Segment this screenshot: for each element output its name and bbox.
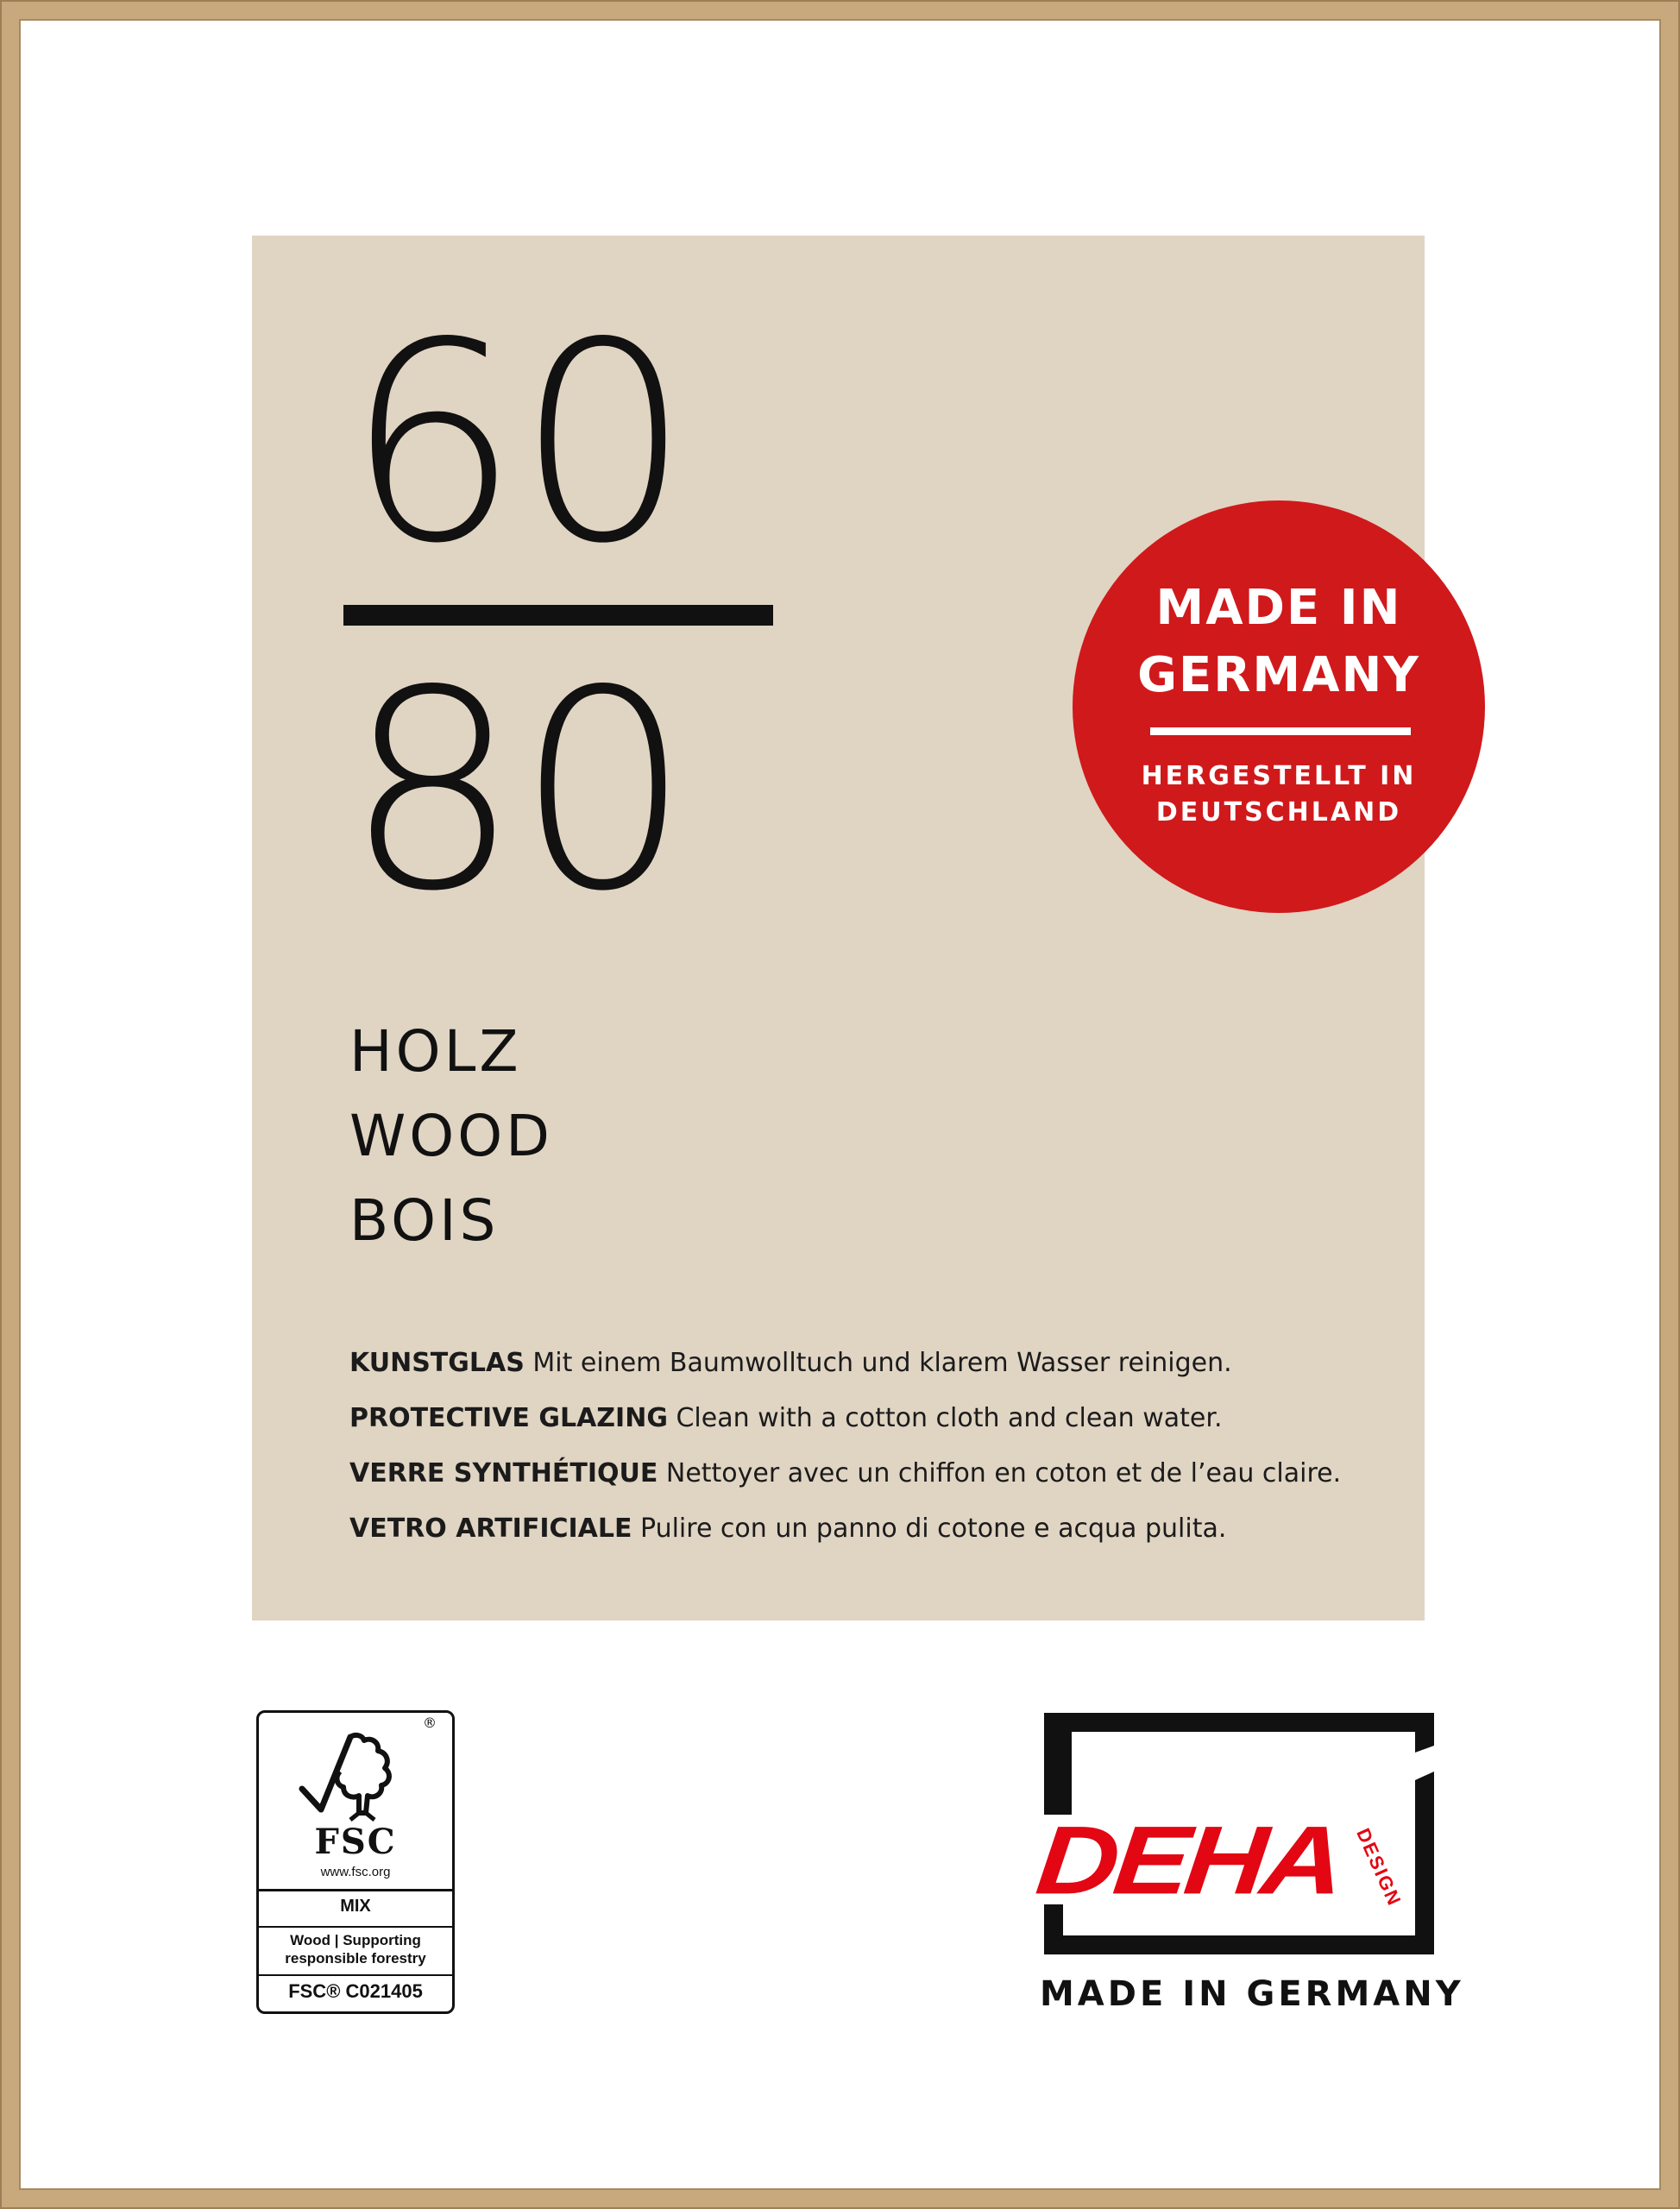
care-line-fr: [349, 1446, 1411, 1501]
size-height: 80: [345, 632, 688, 951]
fsc-desc-line2: responsible forestry: [285, 1950, 426, 1967]
fraction-bar: [343, 605, 773, 626]
fsc-divider: [259, 1926, 452, 1928]
fsc-certification-label: [256, 1710, 455, 2014]
material-fr: BOIS: [349, 1187, 500, 1254]
deha-logo-text: DEHA: [1031, 1806, 1345, 1915]
deha-design-text: DESIGN: [1352, 1825, 1406, 1910]
fsc-license-code: FSC® C021405: [288, 1980, 423, 2002]
care-text: Mit einem Baumwolltuch und klarem Wasser reinigen.: [524, 1348, 1232, 1378]
badge-divider: [1150, 727, 1411, 735]
badge-title-line2: GERMANY: [1137, 647, 1420, 703]
care-text: Clean with a cotton cloth and clean water.: [667, 1403, 1223, 1433]
badge-sub-line2: DEUTSCHLAND: [1155, 797, 1402, 828]
fsc-mix-label: MIX: [340, 1897, 371, 1916]
badge-sub-line1: HERGESTELLT IN: [1141, 761, 1417, 791]
fsc-logo-text: FSC: [314, 1822, 397, 1862]
material-en: WOOD: [349, 1103, 553, 1169]
size-width: 60: [345, 284, 688, 603]
deha-tagline: MADE IN GERMANY: [1040, 1974, 1464, 2014]
care-term: VERRE SYNTHÉTIQUE: [349, 1458, 658, 1488]
care-line-en: [349, 1391, 1411, 1446]
fsc-url: www.fsc.org: [320, 1865, 391, 1879]
badge-title-line1: MADE IN: [1155, 580, 1402, 636]
fsc-divider: [259, 1974, 452, 1976]
care-text: Nettoyer avec un chiffon en coton et de l’eau claire.: [658, 1458, 1342, 1488]
fsc-divider: [259, 1889, 452, 1891]
made-in-germany-badge: [1073, 500, 1485, 913]
care-term: VETRO ARTIFICIALE: [349, 1514, 632, 1544]
fsc-description: [259, 1931, 452, 1967]
care-term: PROTECTIVE GLAZING: [349, 1403, 668, 1433]
fsc-desc-line1: Wood | Supporting: [290, 1932, 421, 1948]
care-term: KUNSTGLAS: [349, 1348, 525, 1378]
care-instructions: [349, 1336, 1411, 1557]
care-text: Pulire con un panno di cotone e acqua pulita.: [632, 1514, 1227, 1544]
deha-brand-logo: [1031, 1704, 1441, 1989]
material-de: HOLZ: [349, 1018, 522, 1085]
care-line-de: [349, 1336, 1411, 1391]
care-line-it: [349, 1501, 1411, 1557]
fsc-tree-check-icon: [295, 1730, 416, 1827]
fsc-registered-mark: ®: [423, 1715, 437, 1731]
